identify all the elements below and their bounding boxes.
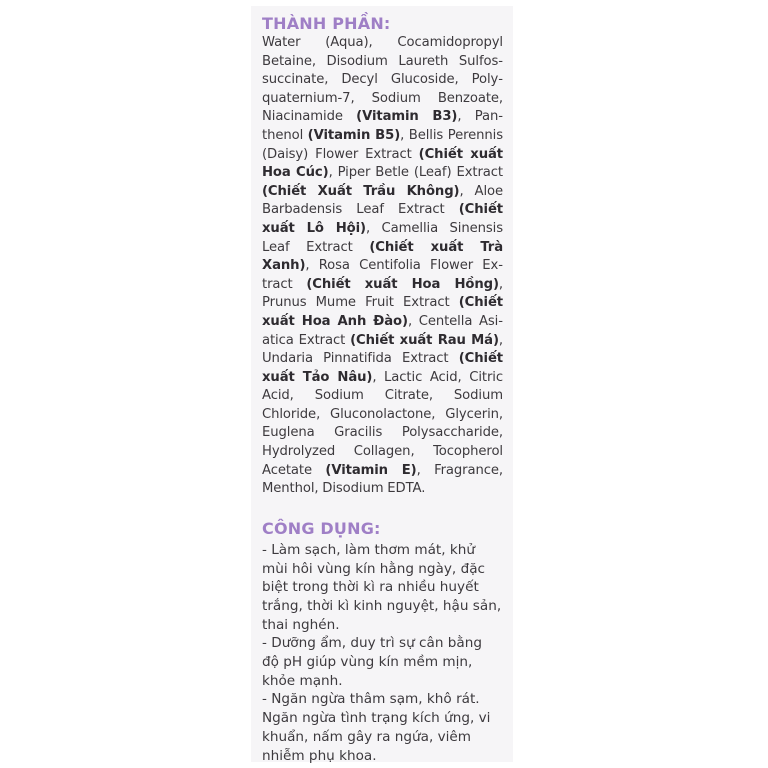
product-label-panel — [251, 6, 513, 762]
ingredient-text-segment: Water (Aqua), Cocamidopropyl Betaine, Disodium Laureth Sulfossuccinate, Decyl Glucoside, Polyquaternium-7, Sodium Benzoate, Niacinamide — [262, 35, 503, 125]
ingredient-highlight: (Vitamin E) — [325, 462, 417, 478]
ingredient-highlight: (Chiết Xuất Trầu Không) — [262, 183, 460, 199]
ingredient-highlight: (Chiết xuất Rau Má) — [350, 332, 499, 348]
ingredient-text-segment: , Lactic Acid, Citric Acid, Sodium Citrate, Sodium Chloride, Gluconolactone, Glycerin, Euglena Gracilis Polysaccharide, Hydrolyzed Collagen, Tocopherol Acetate — [262, 369, 503, 478]
ingredient-highlight: (Vitamin B5) — [307, 127, 401, 143]
ingredients-heading: THÀNH PHẦN: — [262, 14, 391, 33]
ingredient-text-segment: , Rosa Centifolia Flower Extract — [262, 258, 503, 292]
ingredient-highlight: (Chiết xuất Hoa Anh Đào) — [262, 295, 503, 329]
ingredient-text-segment: , Bellis Perennis (Daisy) Flower Extract — [262, 127, 503, 162]
ingredient-text-segment: , Undaria Pinnatifida Extract — [262, 332, 503, 367]
ingredient-highlight: (Vitamin B3) — [356, 109, 458, 125]
ingredient-text-segment: , Camellia Sinensis Leaf Extract — [262, 220, 504, 255]
ingredient-highlight: (Chiết xuất Lô Hội) — [262, 202, 503, 236]
ingredient-text-segment: , Centella Asiatica Extract — [262, 313, 503, 348]
ingredient-text-segment: , Panthenol — [262, 109, 503, 143]
ingredient-text-segment: , Fragrance, Menthol, Disodium EDTA. — [262, 462, 503, 497]
ingredient-text-segment: , Piper Betle (Leaf) Extract — [328, 165, 503, 181]
ingredient-highlight: (Chiết xuất Trà Xanh) — [262, 239, 503, 274]
uses-item-moisturizing: - Dưỡng ẩm, duy trì sự cân bằng độ pH giúp vùng kín mềm mịn, khỏe mạnh. — [262, 635, 482, 689]
ingredient-highlight: (Chiết xuất Hoa Hồng) — [306, 276, 499, 292]
uses-item-prevention: - Ngăn ngừa thâm sạm, khô rát. Ngăn ngừa tình trạng kích ứng, vi khuẩn, nấm gây ra ngứa, viêm nhiễm phụ khoa. — [262, 691, 491, 764]
ingredient-highlight: (Chiết xuất Tảo Nâu) — [262, 351, 503, 385]
ingredient-text-segment: , Prunus Mume Fruit Extract — [262, 276, 504, 311]
ingredient-highlight: (Chiết xuất Hoa Cúc) — [262, 146, 503, 181]
uses-item-cleansing: - Làm sạch, làm thơm mát, khử mùi hôi vùng kín hằng ngày, đặc biệt trong thời kì ra nhiều huyết trắng, thời kì kinh nguyệt, hậu sản, thai nghén. — [262, 541, 502, 633]
ingredients-text — [262, 34, 503, 499]
ingredient-text-segment: , Aloe Barbadensis Leaf Extract — [262, 183, 503, 218]
uses-heading: CÔNG DỤNG: — [262, 518, 381, 538]
uses-list — [262, 541, 503, 765]
